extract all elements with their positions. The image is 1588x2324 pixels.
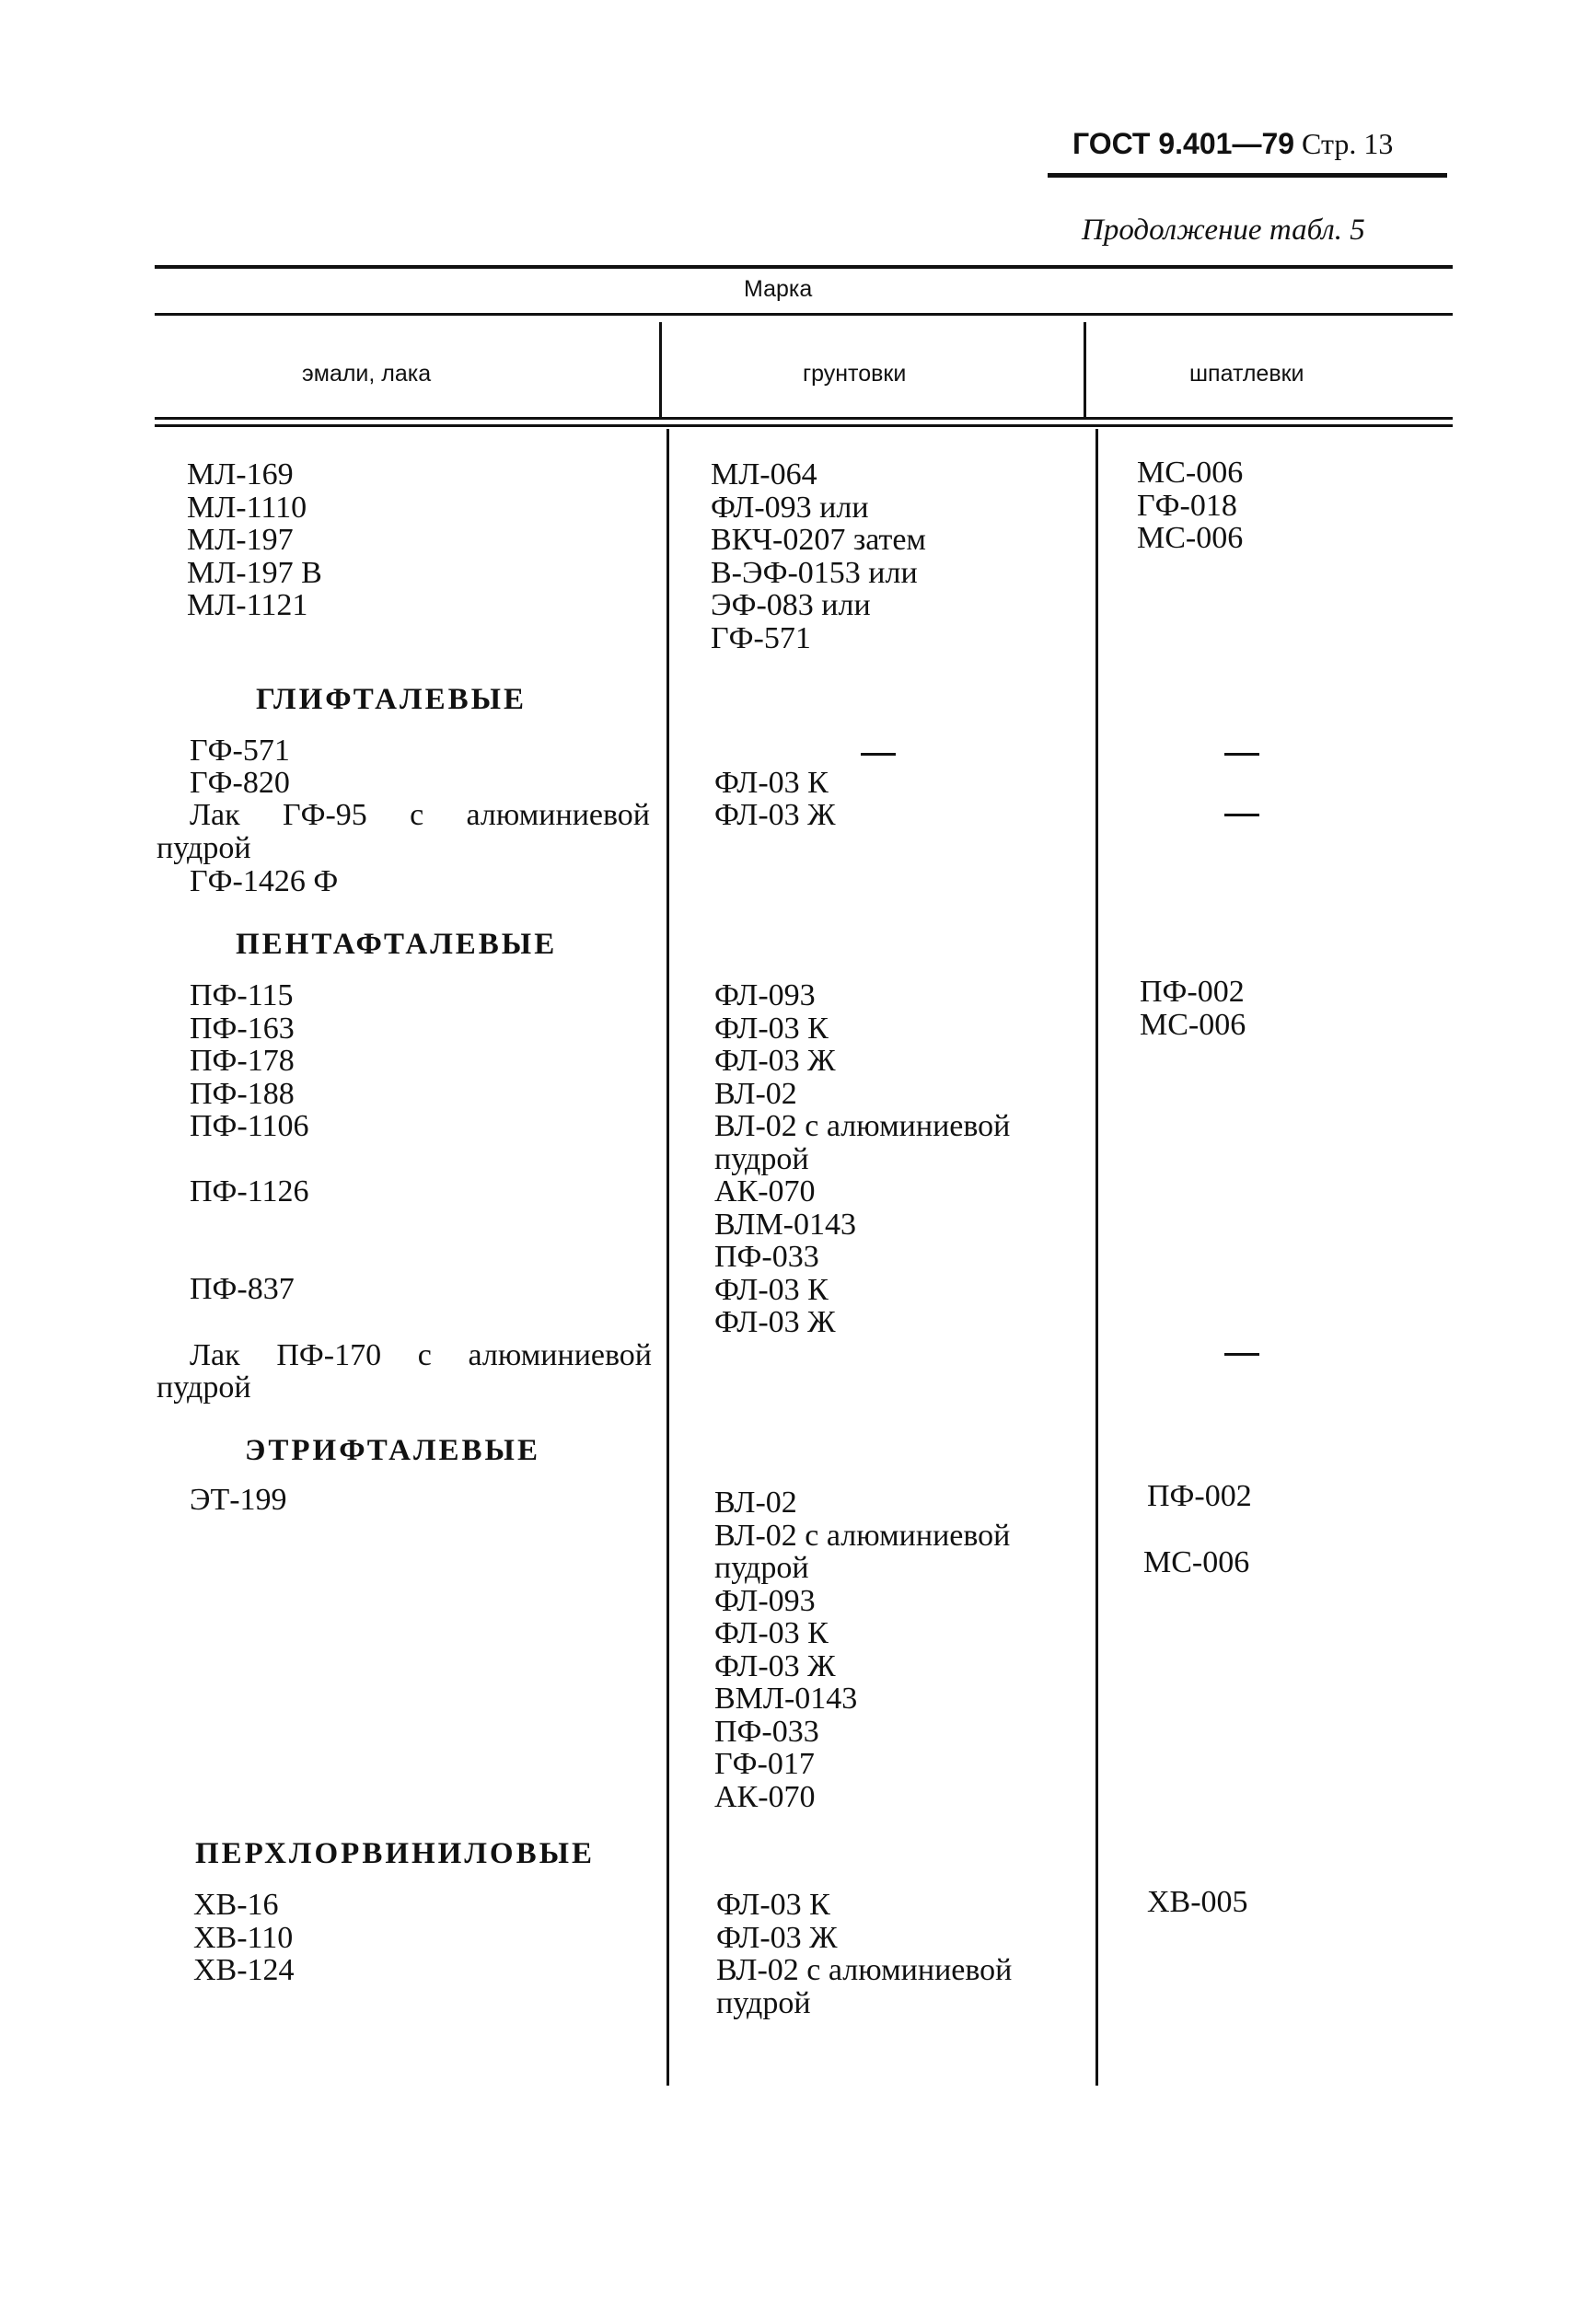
group-title-glyphtal: ГЛИФТАЛЕВЫЕ [256,683,527,716]
penta-lak-putty-dash [1224,1353,1259,1356]
list-item: ФЛ-03 К [714,1011,829,1046]
group-title-perchlorvinyl: ПЕРХЛОРВИНИЛОВЫЕ [195,1837,596,1870]
header-marka: Марка [744,276,813,302]
column-divider-1 [666,429,669,2086]
column-divider-header-1 [659,322,662,418]
penta-primer-list [714,979,1010,1339]
penta-lak: Лак ПФ-170 с алюминиевой [190,1338,652,1372]
glyph-primer-dash [861,753,896,756]
list-item: В-ЭФ-0153 или [711,555,918,590]
list-item: МЛ-197 В [187,555,322,590]
list-item: МЛ-197 [187,523,294,557]
list-item: ПФ-033 [714,1240,819,1274]
etri-enamel: ЭТ-199 [190,1483,287,1517]
list-item: ВЛМ-0143 [714,1207,856,1242]
list-item: МЛ-1121 [187,588,308,622]
etri-primer-list [714,1486,1010,1813]
list-item: ВЛ-02 с алюминиевой [714,1518,1011,1553]
header-primer-column: грунтовки [803,361,907,387]
etri-putty-1: ПФ-002 [1147,1479,1252,1513]
list-item: ФЛ-03 Ж [716,1920,838,1955]
list-item: ФЛ-03 К [714,1616,829,1650]
list-item: ГФ-017 [714,1747,815,1781]
list-item: ФЛ-093 или [711,490,869,525]
glyph-enamel-3-cont: пудрой [156,831,251,865]
ml-enamel-list [187,458,322,622]
group-title-etriphthal: ЭТРИФТАЛЕВЫЕ [245,1434,540,1467]
perchlor-enamel-list [193,1889,295,1987]
standard-number: ГОСТ 9.401—79 [1072,127,1295,160]
glyph-putty-dash-2 [1224,814,1259,816]
penta-putty-list [1140,976,1246,1041]
list-item: пудрой [716,1985,811,2020]
list-item: ВКЧ-0207 затем [711,523,926,557]
list-item: МЛ-064 [711,457,817,491]
glyph-enamel-1: ГФ-571 [190,734,290,768]
list-item: ПФ-002 [1140,975,1245,1009]
list-item: АК-070 [714,1779,816,1814]
column-divider-header-2 [1084,322,1086,418]
glyph-primer-3: ФЛ-03 Ж [714,798,836,832]
list-item: ФЛ-03 К [714,1272,829,1307]
header-bottom-rule-2 [155,424,1453,427]
glyph-enamel-2: ГФ-820 [190,766,290,800]
ml-primer-list [711,458,926,654]
list-item: ХВ-124 [193,1953,295,1987]
ml-putty-list [1137,457,1243,555]
list-item: ПФ-178 [190,1044,295,1078]
list-item: ВЛ-02 с алюминиевой [714,1109,1011,1143]
list-item: МС-006 [1137,456,1244,490]
list-item: МЛ-169 [187,457,294,491]
list-item: ФЛ-093 [714,978,816,1012]
list-item: ФЛ-093 [714,1583,816,1618]
list-item: ПФ-115 [190,978,294,1012]
list-item: ВМЛ-0143 [714,1682,858,1716]
list-item: ВЛ-02 [714,1486,797,1520]
list-item: ПФ-033 [714,1714,819,1749]
group-title-pentaphthal: ПЕНТАФТАЛЕВЫЕ [236,928,558,961]
penta-enamel-837: ПФ-837 [190,1272,295,1306]
table-continuation-caption: Продолжение табл. 5 [1082,214,1365,247]
penta-enamel-1126: ПФ-1126 [190,1174,309,1208]
list-item: ПФ-163 [190,1011,295,1046]
header-putty-column: шпатлевки [1189,361,1304,387]
list-item: ПФ-1106 [190,1109,309,1143]
list-item: ФЛ-03 Ж [714,1305,836,1339]
header-enamel-column: эмали, лака [302,361,432,387]
table-top-rule [155,265,1453,269]
list-item: ФЛ-03 Ж [714,1648,836,1683]
header-group-rule [155,313,1453,316]
list-item: МЛ-1110 [187,490,307,525]
penta-lak-cont: пудрой [156,1370,251,1405]
page-header [1072,127,1393,161]
glyph-enamel-4: ГФ-1426 Ф [190,864,339,898]
list-item: ПФ-188 [190,1076,295,1111]
glyph-putty-dash-1 [1224,753,1259,756]
perchlor-putty: ХВ-005 [1147,1885,1248,1919]
list-item: ФЛ-03 К [716,1888,830,1922]
list-item: ВЛ-02 с алюминиевой [716,1953,1013,1987]
perchlor-primer-list [716,1889,1012,2019]
list-item: пудрой [714,1141,809,1176]
list-item: ГФ-571 [711,620,811,655]
list-item: ХВ-16 [193,1888,279,1922]
glyph-enamel-3: Лак ГФ-95 с алюминиевой [190,798,650,832]
list-item: пудрой [714,1551,809,1585]
list-item: МС-006 [1137,521,1244,555]
glyph-primer-2: ФЛ-03 К [714,766,829,800]
list-item: ХВ-110 [193,1920,294,1955]
header-bottom-rule-1 [155,417,1453,420]
page-number: Стр. 13 [1302,127,1394,160]
list-item: ФЛ-03 Ж [714,1044,836,1078]
etri-putty-2: МС-006 [1143,1545,1250,1579]
list-item: ВЛ-02 [714,1076,797,1111]
list-item: МС-006 [1140,1007,1246,1042]
list-item: ГФ-018 [1137,488,1237,523]
list-item: ЭФ-083 или [711,588,871,622]
header-rule [1048,173,1447,178]
column-divider-2 [1095,429,1098,2086]
list-item: АК-070 [714,1174,816,1208]
penta-enamel-list [190,979,308,1143]
